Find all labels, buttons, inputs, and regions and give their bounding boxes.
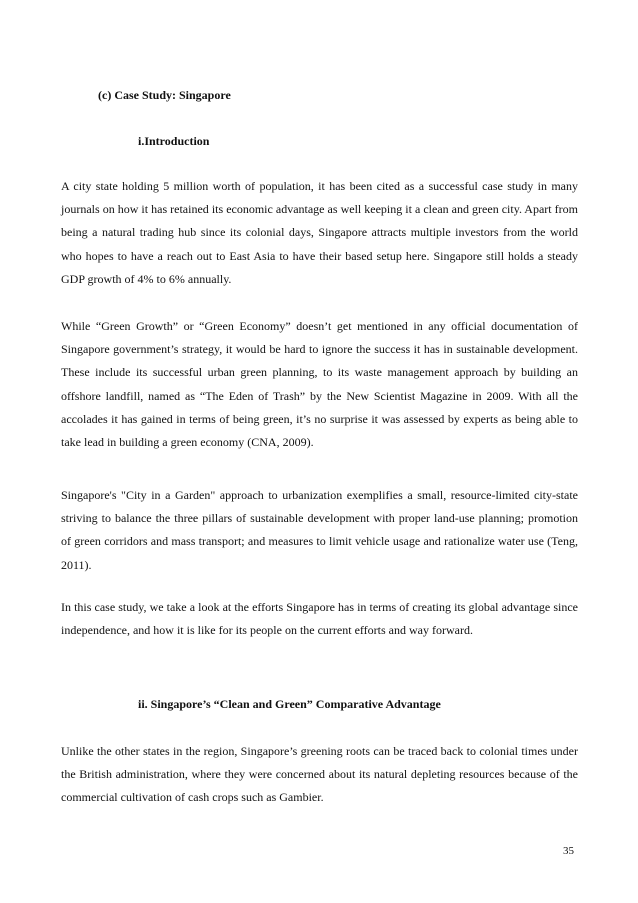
section-heading-case-study: (c) Case Study: Singapore (98, 88, 231, 102)
paragraph-intro-3: Singapore's "City in a Garden" approach to urbanization exemplifies a small, resource-limited city-state striving to balance the three pillars of sustainable development with proper land-use planning; promotion of green corridors and mass transport; and measures to limit vehicle usage and rationalize water use (Teng, 2011). (61, 488, 578, 572)
subheading-comparative-advantage: ii. Singapore’s “Clean and Green” Comparative Advantage (138, 697, 441, 711)
paragraph-intro-4: In this case study, we take a look at the efforts Singapore has in terms of creating its global advantage since independence, and how it is like for its people on the current efforts and way forward. (61, 600, 578, 638)
paragraph-intro-1: A city state holding 5 million worth of population, it has been cited as a successful case study in many journals on how it has retained its economic advantage as well keeping it a clean and green city. Apart from being a natural trading hub since its colonial days, Singapore attracts multiple investors from the world who hopes to have a reach out to East Asia to have their based setup here. Singapore still holds a steady GDP growth of 4% to 6% annually. (61, 179, 578, 286)
paragraph-advantage-1: Unlike the other states in the region, Singapore’s greening roots can be traced back to colonial times under the British administration, where they were concerned about its natural depleting resources because of the commercial cultivation of cash crops such as Gambier. (61, 744, 578, 805)
subheading-introduction: i.Introduction (138, 134, 210, 148)
page-number: 35 (563, 845, 574, 857)
paragraph-intro-2: While “Green Growth” or “Green Economy” doesn’t get mentioned in any official documentation of Singapore government’s strategy, it would be hard to ignore the success it has in sustainable development. These include its successful urban green planning, to its waste management approach by building an offshore landfill, named as “The Eden of Trash” by the New Scientist Magazine in 2009. With all the accolades it has gained in terms of being green, it’s no surprise it was assessed by experts as being able to take lead in building a green economy (CNA, 2009). (61, 319, 578, 450)
